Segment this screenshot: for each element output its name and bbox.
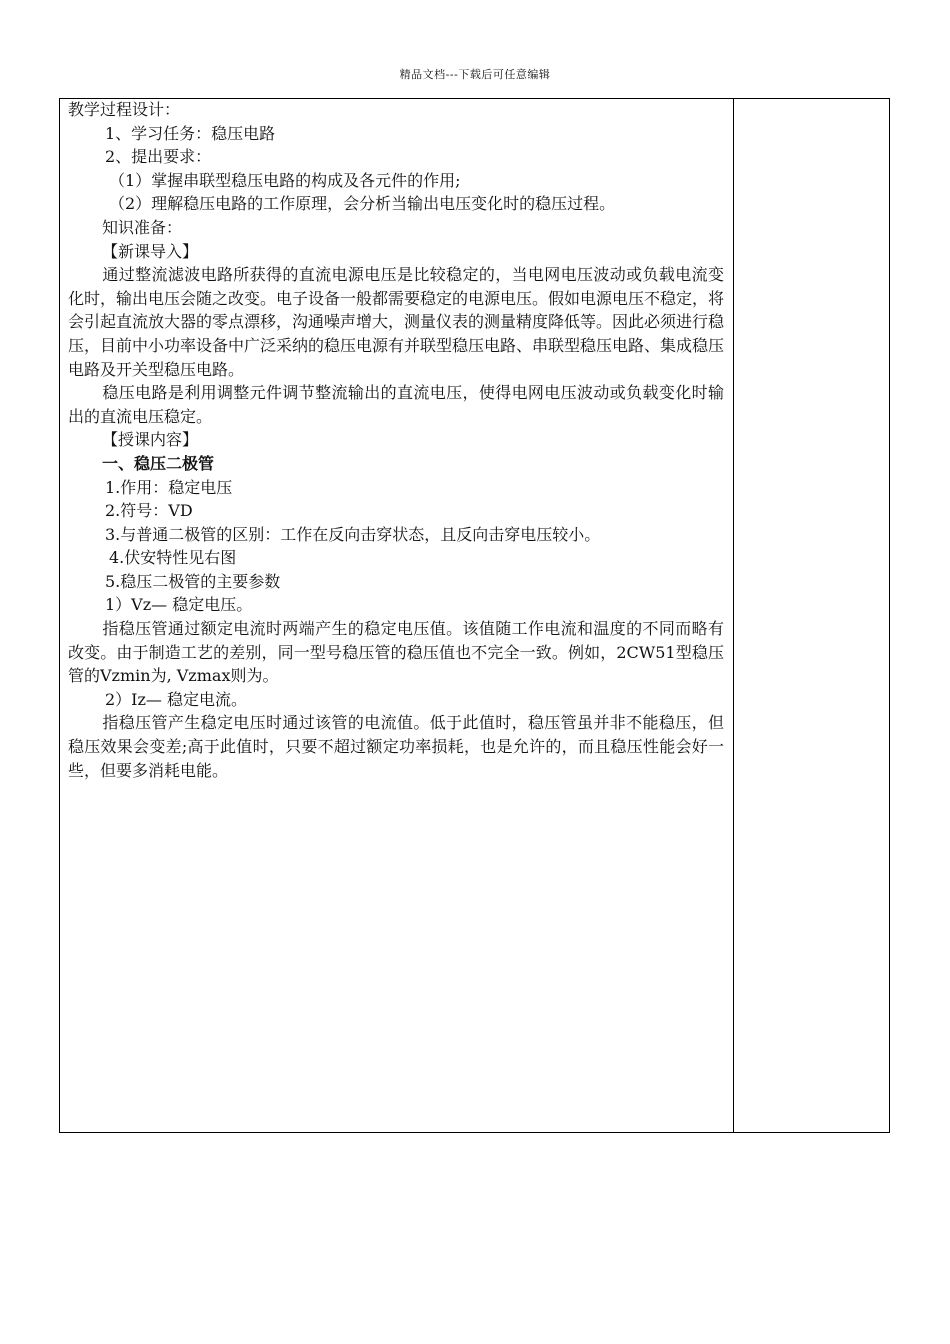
section-title: 教学过程设计： bbox=[68, 100, 181, 119]
knowledge-label: 知识准备： bbox=[102, 217, 183, 237]
intro-paragraph: 通过整流滤波电路所获得的直流电源电压是比较稳定的，当电网电压波动或负载电流变化时，输出电压会随之改变。电子设备一般都需要稳定的电源电压。假如电源电压不稳定，将会引起直流放大器的零点漂移，沟通噪声增大，测量仪表的测量精度降低等。因此必须进行稳压，目前中小功率设备中广泛采纳的稳压电源有并联型稳压电路、串联型稳压电路、集成稳压电路及开关型稳压电路。 bbox=[68, 265, 725, 379]
lesson-content bbox=[68, 98, 724, 782]
list-item: 1.作用：稳定电压 bbox=[105, 477, 233, 497]
new-lesson-heading: 【新课导入】 bbox=[102, 241, 199, 261]
page-header: 精品文档---下载后可任意编辑 bbox=[399, 68, 551, 81]
list-item: 4.伏安特性见右图 bbox=[109, 548, 237, 568]
requirement-1: （1）掌握串联型稳压电路的构成及各元件的作用; bbox=[109, 170, 461, 190]
parameter-vz: 1）Vz— 稳定电压。 bbox=[105, 595, 253, 615]
vz-paragraph: 指稳压管通过额定电流时两端产生的稳定电压值。该值随工作电流和温度的不同而略有改变。由于制造工艺的差别，同一型号稳压管的稳压值也不完全一致。例如，2CW51型稳压管的Vzmin为, Vzmax则为。 bbox=[68, 619, 724, 686]
learning-task: 1、学习任务：稳压电路 bbox=[105, 123, 276, 143]
list-item: 5.稳压二极管的主要参数 bbox=[105, 571, 281, 591]
table-column-divider bbox=[733, 98, 734, 1133]
iz-paragraph: 指稳压管产生稳定电压时通过该管的电流值。低于此值时，稳压管虽并非不能稳压，但稳压效果会变差;高于此值时，只要不超过额定功率损耗，也是允许的，而且稳压性能会好一些，但要多消耗电能。 bbox=[68, 713, 724, 780]
parameter-iz: 2）Iz— 稳定电流。 bbox=[105, 689, 248, 709]
lesson-content-heading: 【授课内容】 bbox=[102, 430, 199, 450]
requirement-2: （2）理解稳压电路的工作原理，会分析当输出电压变化时的稳压过程。 bbox=[109, 194, 616, 214]
list-item: 3.与普通二极管的区别：工作在反向击穿状态，且反向击穿电压较小。 bbox=[105, 524, 601, 544]
requirements-label: 2、提出要求： bbox=[105, 147, 212, 167]
list-item: 2.符号：VD bbox=[105, 501, 193, 521]
zener-section-heading: 一、稳压二极管 bbox=[102, 453, 215, 473]
definition-paragraph: 稳压电路是利用调整元件调节整流输出的直流电压，使得电网电压波动或负载变化时输出的直流电压稳定。 bbox=[68, 383, 724, 426]
